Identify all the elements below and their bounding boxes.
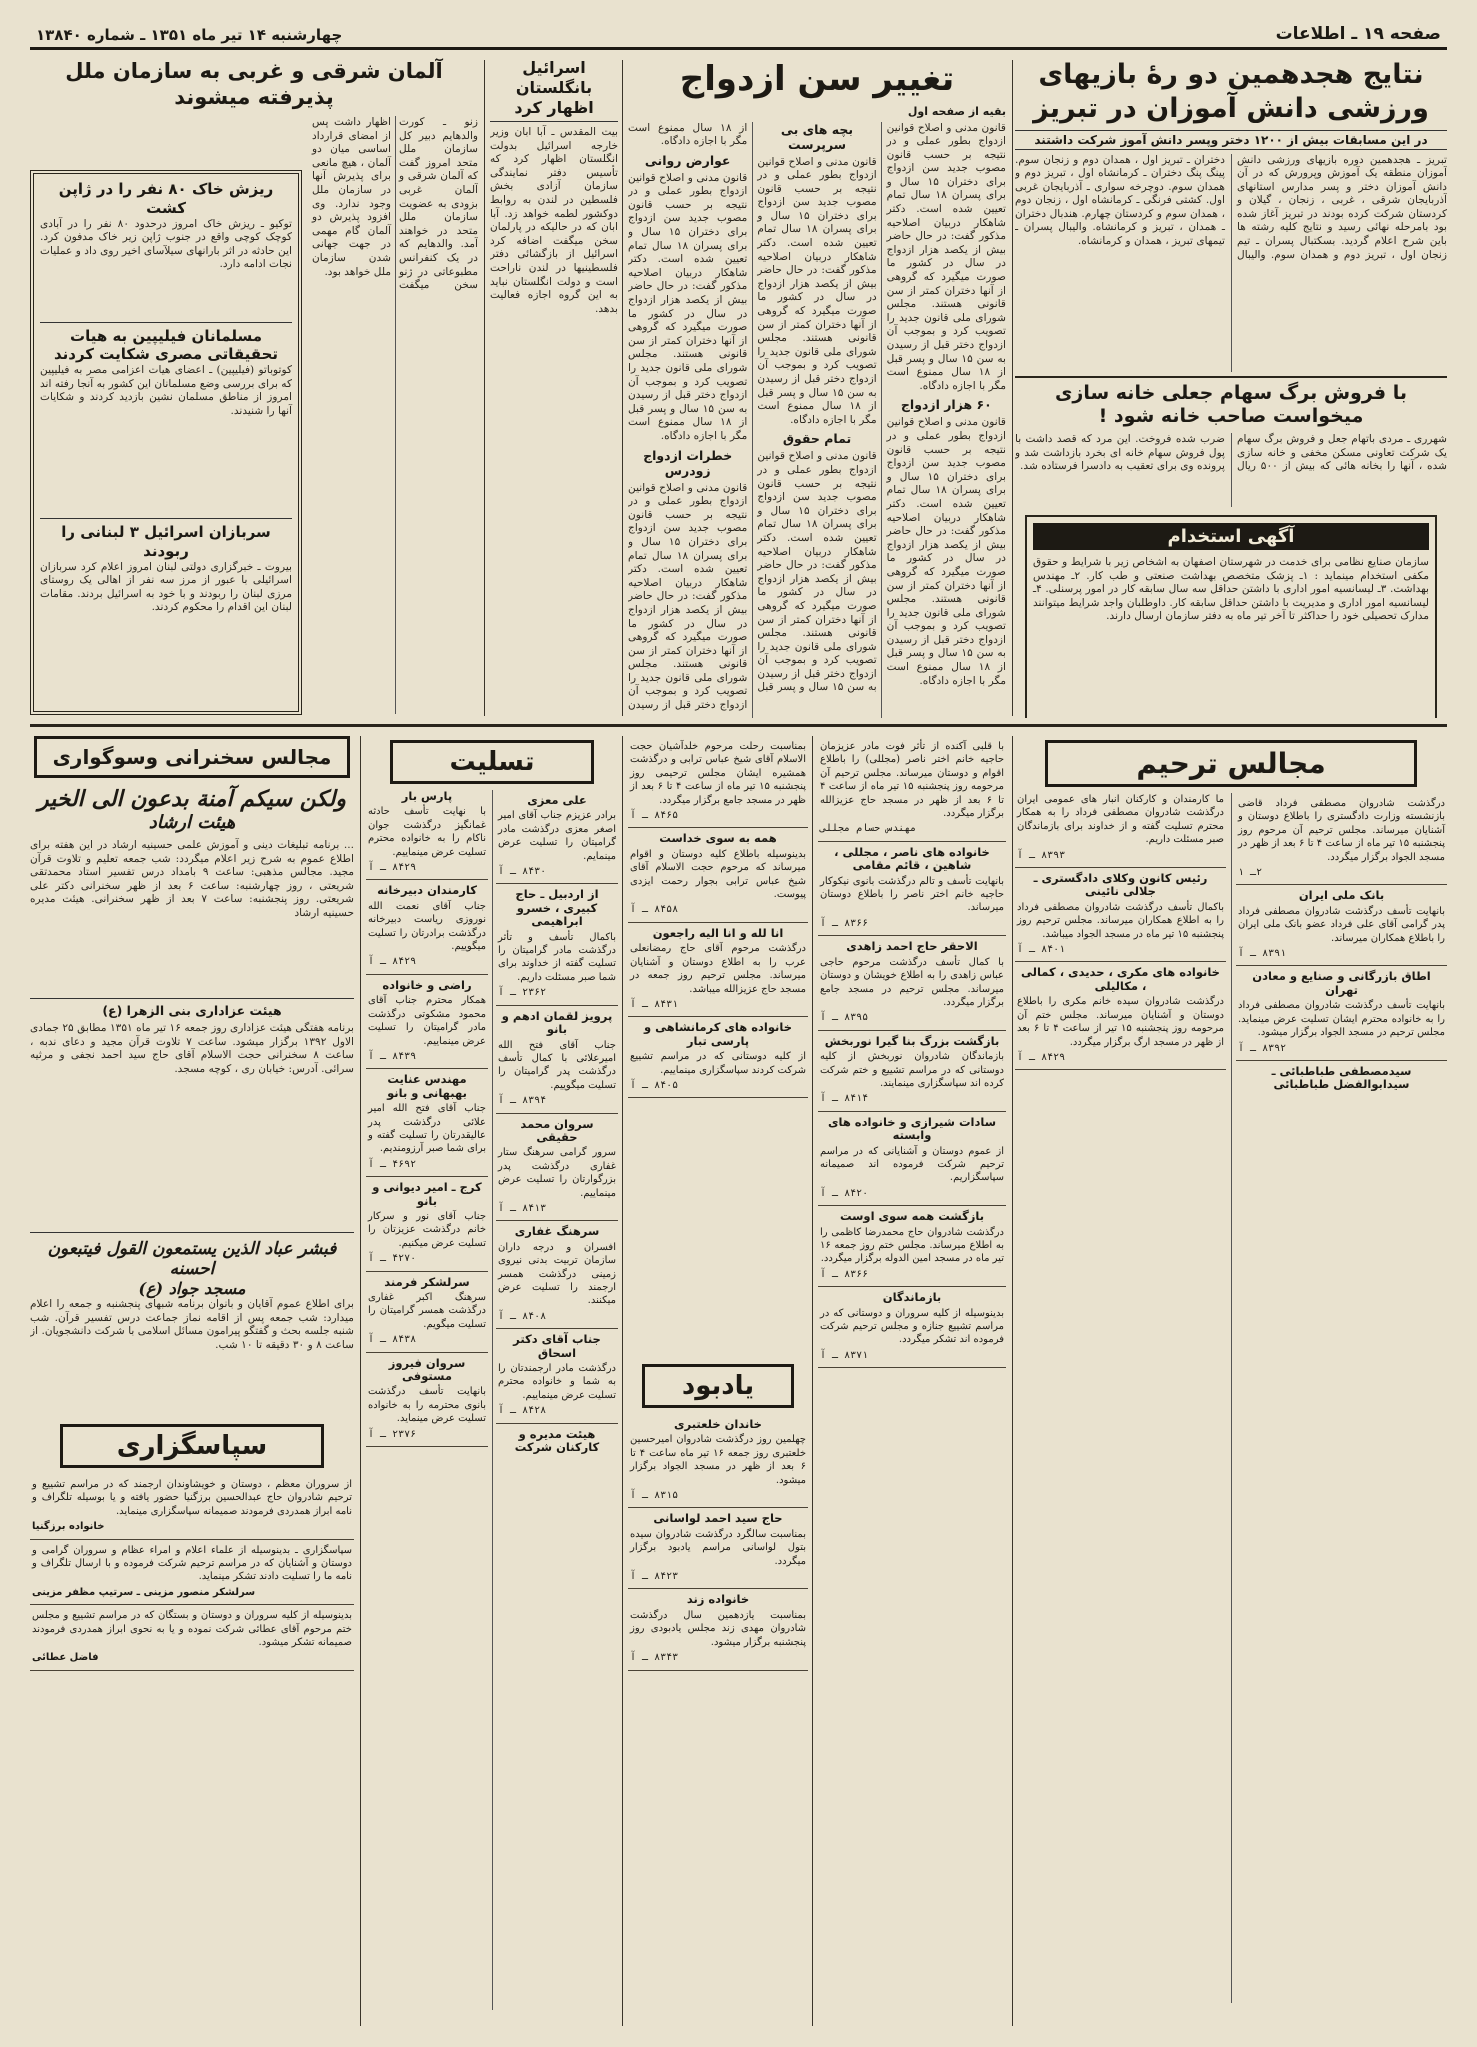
tasliat-notice	[496, 1329, 618, 1423]
yadbood-notice-body: بمناسبت سالگرد درگذشت شادروان سیده بتول لواسانی مراسم یادبود برگزار میگردد.	[630, 1528, 806, 1567]
mid-notice-code: ۸۳۷۱ ـ آ	[820, 1349, 869, 1361]
calligraphy-masjid-javad: مسجد جواد (ع)	[138, 1279, 246, 1298]
mid-notice-body: درگذشت شادروان حاج محمدرضا کاظمی را به اطلاع میرساند. مجلس ختم روز جمعه ۱۶ تیر ماه در مسجد امین الدوله برگزار میگردد.	[820, 1226, 1004, 1265]
mid-notice	[818, 1031, 1006, 1112]
calligraphy-irshad: هیئت ارشاد	[148, 812, 236, 833]
subhead-orphan-children: بچه های بی سرپرست	[780, 121, 854, 152]
employment-ad-title: آگهی استخدام	[1033, 523, 1429, 550]
body-marriage-age-2: قانون مدنی و اصلاح قوانین ازدواج بطور عملی و در نتیجه بر حسب قانون مصوب جدید سن ازدواج برای دختران ۱۵ سال و برای پسران ۱۸ سال تمام تعیین شده است. دکتر شاهکار دربیان اصلاحیه مذکور گفت: در حال حاضر بیش از یکصد هزار ازدواج در سال در کشور ما صورت میگیرد که گروهی از آنها دختران کمتر از سن قانونی هستند. مجلس شورای ملی قانون جدید را تصویب کرد و بموجب آن ازدواج دختر قبل از رسیدن به سن ۱۵ سال و پسر قبل از ۱۸ سال ممنوع است مگر با اجازه دادگاه.	[886, 416, 1006, 687]
notices-tarhim	[1015, 736, 1447, 2026]
tasliat-notice-title: سروان فیروز مستوفی	[388, 1355, 466, 1384]
tarhim-notice-title: بانک ملی ایران	[1298, 888, 1385, 903]
tarhim-notice-body: ما کارمندان و کارکنان انبار های عمومی ایران درگذشت شادروان مصطفی فرداد را به همکار محترم تسلیت گفته و از خداوند برای بازماندگان صبر مسئلت داریم.	[1017, 794, 1224, 846]
mid2-notice-body: بمناسبت رحلت مرحوم خلدآشیان حجت الاسلام آقای شیخ عباس ترابی و درگذشت همشیره ایشان مجلس ترحیمی روز پنجشنبه ۱۵ تیر ماه از ساعت ۴ تا ۶ بعد از ظهر در مسجد جامع برگزار میگردد.	[630, 741, 806, 806]
mid-notice-list	[818, 736, 1006, 2024]
tarhim-notice-body: بانهایت تأسف درگذشت شادروان مصطفی فرداد پدر گرامی آقای علی فرداد عضو بانک ملی ایران را باطلاع همکاران میرساند.	[1238, 905, 1445, 944]
lectures-title: مجالس سخنرانی وسوگواری	[34, 736, 350, 778]
mid2-notice	[628, 1017, 808, 1098]
tasliat-notice-code: ۸۴۱۳ ـ آ	[498, 1202, 547, 1214]
mid-notice-code: مهندس حسام مجللی	[820, 823, 917, 835]
mid2-notice-code: ۸۴۵۸ ـ آ	[630, 904, 679, 916]
masthead	[30, 22, 1447, 50]
mid-notice	[818, 936, 1006, 1030]
mid2-notice-title: انا لله و انا الیه راجعون	[652, 925, 784, 940]
tasliat-notice	[496, 884, 618, 1005]
mid-notice	[818, 842, 1006, 936]
mid-notice-code: ۸۴۲۰ ـ آ	[820, 1187, 869, 1199]
tarhim-notice-body: باکمال تأسف درگذشت شادروان مصطفی فرداد را به اطلاع همکاران میرساند. مجلس ترحیم روز پنجشنبه ۱۵ تیر ماه در مسجد الجواد میباشد.	[1017, 901, 1224, 940]
body-marriage-age-5: قانون مدنی و اصلاح قوانین ازدواج بطور عملی و در نتیجه بر حسب قانون مصوب جدید سن ازدواج برای دختران ۱۵ سال و برای پسران ۱۸ سال تمام تعیین شده است. دکتر شاهکار دربیان اصلاحیه مذکور گفت: در حال حاضر بیش از یکصد هزار ازدواج در سال در کشور ما صورت میگیرد که گروهی از آنها دختران کمتر از سن قانونی هستند. مجلس شورای ملی قانون جدید را تصویب کرد و بموجب آن ازدواج دختر قبل از رسیدن به سن ۱۵ سال و پسر قبل از ۱۸ سال ممنوع است مگر با اجازه دادگاه.	[628, 171, 748, 442]
thanks-title: سپاسگزاری	[60, 1424, 324, 1468]
yadbood-notice-title: حاج سید احمد لواسانی	[653, 1511, 783, 1526]
tasliat-notice	[366, 975, 488, 1069]
mid-notice-code: ۸۴۱۴ ـ آ	[820, 1093, 869, 1105]
body-student-games: تبریز ـ هجدهمین دوره بازیهای ورزشی دانش آموزان منطقه یک آموزش وپرورش که در آن دانش آموزان دختر و پسر مدارس استانهای آذربایجان شرقی ، غربی ، زنجان ، گیلان و کردستان شرکت کرده بودند در تبریز آغاز شده بود بامرحله نهائی رسید و نتایج کلیه رشته ها باین شرح اعلام گردید. بسکتبال پسران ـ تیم زنجان اول ، تبریز دوم و همدان سوم. والیبال دختران ـ تبریز اول ، همدان دوم و زنجان سوم. پینگ پنگ دختران ـ کرمانشاه اول ، تبریز دوم و همدان سوم. دوچرخه سواری ـ آذربایجان غربی اول. کشتی فرنگی ـ کرمانشاه اول ، زنجان دوم ، همدان سوم و کردستان چهارم. هندبال دختران ـ همدان ، تبریز و کرمانشاه. والیبال پسران ـ تیمهای تبریز ، همدان و کرمانشاه.	[1015, 153, 1447, 261]
article-fake-shares	[1015, 376, 1447, 508]
tasliat-notice	[496, 1221, 618, 1329]
mid-notice	[818, 1206, 1006, 1287]
tarhim-notice-title: رئیس کانون وکلای دادگستری ـ جلالی نائینی	[1033, 871, 1208, 899]
subhead-early-marriage-dangers: خطرات ازدواج زودرس	[643, 447, 733, 478]
tasliat-notice-title: مهندس عنایت بهبهانی و بانو	[387, 1072, 467, 1100]
tarhim-notice	[1236, 793, 1447, 885]
tasliat-notice	[366, 1069, 488, 1177]
employment-ad	[1025, 515, 1437, 718]
mid-notice	[818, 1112, 1006, 1206]
sepas-notice-signature: فاضل عطائی	[32, 1652, 99, 1664]
mid-notice-title: خانواده های ناصر ، مجللی ، شاهین ، قائم مقامی	[834, 844, 990, 873]
sepas-notice-signature: خانواده برزگنیا	[32, 1521, 105, 1533]
column-rule	[622, 736, 623, 2026]
thanks-list	[30, 1474, 354, 1844]
tasliat-notice-code: ۸۴۲۸ ـ آ	[498, 1405, 547, 1417]
masjid-javad-program: برای اطلاع عموم آقایان و بانوان برنامه شبهای پنجشنبه و جمعه را اعلام میدارد: شب جمعه پس از اقامه نماز جماعت درس تفسیر قرآن. شب شنبه جلسه بحث و گفتگو پیرامون مسائل اسلامی با شرکت دانشجویان. از ساعت ۸ و ۳۰ دقیقه تا ۱۰ شب.	[30, 1298, 354, 1351]
mid-notice-title: الاحقر حاج احمد زاهدی	[846, 939, 978, 954]
tasliat-list	[366, 790, 618, 2010]
headline-lebanese-kidnapped: سربازان اسرائیل ۳ لبنانی را ربودند	[40, 518, 292, 561]
column-rule	[360, 736, 361, 2026]
article-israel-britain	[490, 58, 618, 718]
tasliat-notice-code: ۸۳۹۴ ـ آ	[498, 1095, 547, 1107]
irshad-program: ... برنامه تبلیغات دینی و آموزش علمی حسینیه ارشاد در این هفته برای اطلاع عموم به شرح زیر اعلام میگردد: شب جمعه تعلیم و تلاوت قرآن مجید. مجالس مذهبی: ساعت ۹ بامداد درس تفسیر استاد محمدتقی شریعتی ، روز چهارشنبه: ساعت ۶ بعد از ظهر سخنرانی دکتر علی شریعتی. روز پنجشنبه: ساعت ۷ بعد از ظهر سخنرانی. هیئت مدیره حسینیه ارشاد	[30, 839, 354, 919]
subhead-full-rights: تمام حقوق	[782, 431, 852, 447]
tarhim-notice-code: ۸۳۹۳ ـ آ	[1017, 849, 1066, 861]
mid2-notice-code: ۸۴۳۱ ـ آ	[630, 998, 679, 1010]
mid-notice-body: بانهایت تأسف و تالم درگذشت بانوی نیکوکار حاجیه خانم اختر ناصر را باطلاع دوستان میرساند.	[820, 875, 1004, 914]
mid2-notice-body: از کلیه دوستانی که در مراسم تشییع شرکت کردند سپاسگزاری مینماییم.	[630, 1051, 806, 1076]
mid-notice	[818, 736, 1006, 842]
tasliat-notice-body: افسران و درجه داران سازمان تربیت بدنی نیروی زمینی درگذشت همسر ارجمند را تسلیت عرض میکنند.	[498, 1241, 616, 1307]
yadbood-notice	[628, 1589, 808, 1670]
tasliat-notice-body: جناب آقای فتح الله امیرعلائی با کمال تأسف درگذشت پدر گرامیتان را تسلیت میگوییم.	[498, 1039, 616, 1091]
tasliat-notice-body: جناب آقای فتح الله امیر علائی درگذشت پدر عالیقدرتان را تسلیت گفته و برای شما صبر آرزومندیم.	[368, 1103, 486, 1155]
tasliat-notice-title: راضی و خانواده	[382, 977, 472, 992]
tasliat-notice-title: کرج ـ امیر دیوانی و بانو	[372, 1180, 482, 1208]
mid2-notice-title: همه به سوی خداست	[659, 831, 777, 846]
employment-ad-body: سازمان صنایع نظامی برای خدمت در شهرستان اصفهان به اشخاص زیر با شرایط و حقوق مکفی استخدام مینماید : ۱ـ پزشک متخصص بهداشت صنعتی و طب کار. ۲ـ مهندس بهداشت. ۳ـ لیسانسیه امور اداری با داشتن حداقل سه سال سابقه کار در امور پرسنلی. ۴ـ لیسانسیه امور اداری و مدیریت با داشتن حداقل سابقه کار. داوطلبان واجد شرایط میتوانند مدارک تحصیلی خود را حداکثر تا آخر تیر ماه به دفتر سازمان ارسال دارند.	[1033, 556, 1430, 623]
headline-japan-landslide: ریزش خاک ۸۰ نفر را در ژاپن کشت	[58, 180, 274, 217]
yadbood-notice-code: ۸۴۲۳ ـ آ	[630, 1571, 679, 1583]
tarhim-notice-code: ۸۳۹۱ ـ آ	[1238, 948, 1287, 960]
tasliat-title: تسلیت	[390, 740, 594, 784]
calligraphy-verse-1: ولکن سیکم آمنة بدعون الی الخیر	[38, 786, 346, 812]
tasliat-notice	[366, 1353, 488, 1447]
tarhim-notice-title: خانواده های مکری ، حدیدی ، کمالی ، مکالیلی	[1021, 965, 1220, 993]
body-marriage-age: قانون مدنی و اصلاح قوانین ازدواج بطور عملی و در نتیجه بر حسب قانون مصوب جدید سن ازدواج برای دختران ۱۵ سال و برای پسران ۱۸ سال تمام تعیین شده است. دکتر شاهکار دربیان اصلاحیه مذکور گفت: در حال حاضر بیش از یکصد هزار ازدواج در سال در کشور ما صورت میگیرد که گروهی از آنها دختران کمتر از سن قانونی هستند. مجلس شورای ملی قانون جدید را تصویب کرد و بموجب آن ازدواج دختر قبل از رسیدن به سن ۱۵ سال و پسر قبل از ۱۸ سال ممنوع است مگر با اجازه دادگاه.	[886, 121, 1006, 392]
yadbood-notice	[628, 1414, 808, 1508]
mid-notice-title: بازگشت بزرگ بنا گیرا نوربخش	[824, 1033, 1000, 1048]
column-rule	[812, 736, 813, 2026]
yadbood-notice-body: چهلمین روز درگذشت شادروان امیرحسین خلعتبری روز جمعه ۱۶ تیر ماه ساعت ۴ تا ۶ بعد از ظهر در مسجد الجواد برگزار میشود.	[630, 1434, 806, 1486]
body-fake-shares: شهرری ـ مردی باتهام جعل و فروش برگ سهام یک شرکت تعاونی مسکن مخفی و خانه سازی شده ، آنها را بخانه هائی که بیش از ۵۰۰ ریال ضرب شده فروخت. این مرد که قصد داشت با پول فروش سهام خانه ای بخرد بازداشت شد و پرونده وی برای تعقیب به دادسرا فرستاده شد.	[1015, 433, 1447, 473]
notices-tasliat	[366, 736, 618, 2026]
mid2-notice-code: ۸۴۰۵ ـ آ	[630, 1079, 679, 1091]
yadbood-notice-code: ۸۳۴۳ ـ آ	[630, 1652, 679, 1664]
mid2-notice-title: خانواده های کرمانشاهی و پارسی تبار	[644, 1020, 792, 1048]
mid-notice-code: ۸۳۶۶ ـ آ	[820, 917, 869, 929]
subhead-psych-effects: عوارض روانی	[644, 152, 731, 168]
mid-notice	[818, 1287, 1006, 1368]
boxed-news	[30, 170, 302, 715]
body-philippines-muslims: کوتوباتو (فیلیپین) ـ اعضای هیات اعزامی مصر به فیلیپین که برای بررسی وضع مسلمانان این کشور به آنجا رفته اند امروز از مناطق مسلمان نشین بازدید کردند و شکایات آنها را شنیدند.	[40, 364, 292, 417]
tasliat-notice	[366, 1272, 488, 1353]
tasliat-notice-code: ۸۴۳۹ ـ آ	[368, 1050, 417, 1062]
mid2-notice-body: درگذشت مرحوم آقای حاج رمضانعلی عرب را به اطلاع دوستان و آشنایان میرساند. مجلس ترحیم روز جمعه در مسجد حاج عزیزالله میباشد.	[630, 943, 806, 995]
body-japan-landslide: توکیو ـ ریزش خاک امروز درحدود ۸۰ نفر را در آبادی کوچک کوچی واقع در جنوب ژاپن زیر خاک مدفون کرد. این حادثه در اثر بارانهای سیلآسای اخیر روی داد و عملیات نجات ادامه دارد.	[40, 217, 292, 271]
tasliat-notice-title: سرلشکر فرمند	[384, 1274, 470, 1289]
left-news-area	[30, 58, 478, 718]
sepas-notice-signature: سرلشکر منصور مزینی ـ سرتیپ مظفر مزینی	[32, 1586, 256, 1598]
column-rule	[622, 60, 623, 716]
page-number: صفحه ۱۹ ـ اطلاعات	[1275, 24, 1441, 44]
tasliat-notice-code: ۲۳۶۲ ـ آ	[498, 987, 547, 999]
yadbood-notice-title: خاندان خلعتبری	[674, 1417, 762, 1431]
column-rule	[1012, 60, 1013, 716]
headline-israel-britain: اسرائیل بانگلستان اظهار کرد	[490, 58, 618, 122]
bani-zahra-program: برنامه هفتگی هیئت عزاداری روز جمعه ۱۶ تیر ماه ۱۳۵۱ مطابق ۲۵ جمادی الاول ۱۳۹۲ برگزار میشود. ساعت ۷ تلاوت قرآن مجید و دعای ندبه ، ساعت ۸ سخنرانی حجت الاسلام آقای حاج سید احمد نجفی و مرثیه سرائی. آدرس: خیابان ری ، کوچه مسجد.	[30, 1022, 354, 1075]
sepas-notice-body: سپاسگزاری ـ بدینوسیله از علماء اعلام و امراء عظام و سروران گرامی و دوستان و آشنایان که در مراسم ترحیم شرکت فرموده و با ارسال تلگراف و نامه ما را تسلیت دادند تشکر مینماید.	[32, 1544, 352, 1583]
mid2-notice-code: ۸۴۶۵ ـ آ	[630, 810, 679, 822]
tasliat-notice-code: ۸۴۳۸ ـ آ	[368, 1334, 417, 1346]
tasliat-notice-code: ۴۲۷۰ ـ آ	[368, 1253, 417, 1265]
mid-notice-body: بدینوسیله از کلیه سروران و دوستانی که در مراسم تشییع جنازه و مجلس ترحیم شرکت فرموده اند تشکر میگردد.	[820, 1307, 1004, 1346]
yadbood-title: یادبود	[642, 1364, 794, 1408]
tasliat-notice-body: همکار محترم جناب آقای محمود مشکوتی درگذشت مادر گرامیتان را تسلیت عرض مینماییم.	[368, 995, 486, 1047]
tasliat-notice-code: ۸۴۳۰ ـ آ	[498, 866, 547, 878]
tarhim-notice-code: ۸۴۲۹ ـ آ	[1017, 1051, 1066, 1063]
tarhim-notice	[1015, 868, 1226, 962]
tarhim-title: مجالس ترحیم	[1045, 740, 1417, 787]
tarhim-notice-title: اطاق بازرگانی و صنایع و معادن تهران	[1252, 969, 1431, 997]
mid2-notice	[628, 736, 808, 828]
tarhim-notice-body: درگذشت شادروان سیده خانم مکری را باطلاع دوستان و آشنایان میرساند. مجلس ختم آن مرحومه روز پنجشنبه ۱۵ تیر از ساعت ۴ تا ۶ بعد از ظهر در مسجد ارگ برگزار میگردد.	[1017, 996, 1224, 1048]
notices-mid-b	[628, 736, 808, 2026]
yadbood-notice-code: ۸۳۱۵ ـ آ	[630, 1490, 679, 1502]
issue-date: چهارشنبه ۱۴ تیر ماه ۱۳۵۱ ـ شماره ۱۳۸۴۰	[36, 26, 343, 44]
tasliat-notice-code: ۸۴۲۹ ـ آ	[368, 956, 417, 968]
tasliat-notice-title: سرهنگ غفاری	[514, 1224, 600, 1239]
body-columns-marriage-age	[628, 122, 1006, 719]
tasliat-notice-title: از اردبیل ـ حاج کبیری ، خسرو ابراهیمی	[515, 887, 599, 929]
tasliat-notice-code: ۸۴۲۹ ـ آ	[368, 862, 417, 874]
mid-notice-code: ۸۳۹۵ ـ آ	[820, 1012, 869, 1024]
mid2-notice-body: بدینوسیله باطلاع کلیه دوستان و اقوام میرساند که مرحوم حجت الاسلام آقای شیخ عباس ترابی بجوار رحمت ایزدی پیوست.	[630, 848, 806, 901]
mid-notice-code: ۸۳۶۶ ـ آ	[820, 1268, 869, 1280]
tasliat-notice	[496, 1114, 618, 1222]
mid-notice-body: بازماندگان شادروان نوربخش از کلیه دوستانی که در مراسم تشییع و ختم شرکت کرده اند سپاسگزاری مینمایند.	[820, 1051, 1004, 1089]
calligraphy-verse-2: فبشر عباد الذین یستمعون القول فیتبعون احسنه	[30, 1232, 354, 1279]
tasliat-notice-body: سرهنگ اکبر غفاری درگذشت همسر گرامیتان را تسلیت میگویم.	[368, 1292, 486, 1330]
headline-student-games: نتایج هجدهمین دو رهٔ بازیهای ورزشی دانش آموزان در تبریز	[1033, 59, 1429, 124]
body-israel-britain: بیت المقدس ـ آبا ابان وزیر خارجه اسرائیل بدولت انگلستان اظهار کرد که تأسیس دفتر نمایندگی سازمان آزادی بخش فلسطین در لندن به روابط دوکشور لطمه خواهد زد. آبا ابان که در حالیکه در پارلمان سخن میگفت اضافه کرد اسرائیل از بازگشائی دفتر فلسطینیها در لندن ناراحت است و دولت انگلستان نباید به این گروه اجازه فعالیت بدهد.	[490, 126, 618, 315]
tarhim-notice-code: ۸۴۰۱ ـ آ	[1017, 944, 1066, 956]
tasliat-notice-body: باکمال تأسف و تأثر درگذشت مادر گرامیتان را تسلیت گفته از خداوند برای شما صبر مسئلت داریم.	[498, 931, 616, 983]
mid-notice-body: با کمال تأسف درگذشت مرحوم حاجی عباس زاهدی را به اطلاع خویشان و دوستان میرساند. مجلس ترحیم در مسجد جامع برگزار میگردد.	[820, 956, 1004, 1008]
notices-mid-a	[818, 736, 1006, 2026]
article-student-games	[1015, 58, 1447, 718]
bani-zahra-title: هیئت عزاداری بنی الزهرا (ع)	[30, 998, 354, 1018]
tasliat-notice-code: ۴۶۹۲ ـ آ	[368, 1158, 417, 1170]
yadbood-notice	[628, 1508, 808, 1589]
tasliat-notice	[496, 1006, 618, 1114]
mid2-notice-list	[628, 736, 808, 1356]
mid2-notice	[628, 828, 808, 922]
mid-notice-title: سادات شیرازی و خانواده های وابسته	[827, 1114, 997, 1143]
tasliat-notice	[496, 790, 618, 884]
tasliat-notice-body: با نهایت تأسف حادثه غمانگیز درگذشت جوان ناکام را به خانواده محترم تسلیت عرض مینماییم.	[368, 806, 486, 858]
tasliat-notice-body: سرور گرامی سرهنگ ستار غفاری درگذشت پدر بزرگوارتان را تسلیت عرض مینماییم.	[498, 1147, 616, 1199]
subhead-student-games: در این مسابقات بیش از ۱۲۰۰ دختر وپسر دانش آموز شرکت داشتند	[1015, 130, 1447, 150]
mid-notice-body: از عموم دوستان و آشنایانی که در مراسم ترحیم شرکت فرموده اند صمیمانه سپاسگزاریم.	[820, 1145, 1004, 1184]
headline-philippines-muslims: مسلمانان فیلیپین به هیات تحقیقاتی مصری شکایت کردند	[40, 322, 292, 365]
tasliat-notice-title: جناب آقای دکتر اسحاق	[513, 1332, 601, 1360]
tasliat-notice-body: بانهایت تأسف درگذشت بانوی محترمه را به خانواده تسلیت عرض مینماید.	[368, 1386, 486, 1425]
kicker-marriage-age: بقیه از صفحه اول	[907, 104, 1006, 118]
tasliat-notice-body: درگذشت مادر ارجمندتان را به شما و خانواده محترم تسلیت عرض مینماییم.	[498, 1363, 616, 1401]
tasliat-notice	[366, 1177, 488, 1271]
subhead-sixty-thousand: ۶۰ هزار ازدواج	[900, 397, 992, 413]
tarhim-notice	[1236, 885, 1447, 966]
tasliat-notice	[366, 880, 488, 974]
headline-fake-shares: با فروش برگ سهام جعلی خانه سازی میخواست صاحب خانه شود !	[1055, 381, 1407, 428]
sepas-notice	[30, 1540, 354, 1606]
tasliat-notice-title: هیئت مدیره و کارکنان شرکت پارس بار	[401, 789, 600, 1455]
tarhim-notice-title: سیدمصطفی طباطبائی ـ سیدابوالفضل طباطبائی	[1271, 1063, 1412, 1092]
tasliat-notice-body: جناب آقای نور و سرکار خانم درگذشت عزیزتان را تسلیت عرض میکنیم.	[368, 1210, 486, 1249]
sepas-notice-body: از سروران معظم ، دوستان و خویشاوندان ارجمند که در مراسم تشییع و ترحیم شادروان حاج عبدالحسین برزگنیا حضور یافته و یا بوسیله تلگراف و نامه ابراز همدردی فرمودند صمیمانه سپاسگزاری مینماید.	[32, 1479, 352, 1517]
notices-lectures	[30, 736, 354, 2026]
sepas-notice-body: بدینوسیله از کلیه سروران و دوستان و بستگان که در مراسم تشییع و مجلس ختم مرحوم آقای عطائی شرکت نموده و یا به نحوی ابراز همدردی فرمودند صمیمانه تشکر میشود.	[32, 1610, 352, 1649]
body-germany-un: زنو ـ کورت والدهایم دبیر کل سازمان ملل متحد امروز گفت که آلمان شرقی و آلمان غربی بزودی به عضویت سازمان ملل متحد در خواهند آمد. والدهایم که در یک کنفرانس مطبوعاتی در ژنو سخن میگفت اظهار داشت پس از امضای قرارداد اساسی میان دو آلمان ، هیچ مانعی برای پذیرش آنها در سازمان ملل وجود ندارد. وی افزود پذیرش دو آلمان گام مهمی در جهت جهانی شدن سازمان ملل خواهد بود.	[312, 116, 478, 292]
body-lebanese-kidnapped: بیروت ـ خبرگزاری دولتی لبنان امروز اعلام کرد سربازان اسرائیلی با عبور از مرز سه نفر از اهالی یک روستای مرزی لبنان را ربودند و با خود به اسرائیل بردند. مقامات لبنان این اقدام را محکوم کردند.	[40, 560, 292, 614]
tarhim-notice-body: بانهایت تأسف درگذشت شادروان مصطفی فرداد را به خانواده محترم ایشان تسلیت عرض مینماید. مجلس ترحیم در مسجد الجواد برگزار میشود.	[1238, 1000, 1445, 1039]
mid-notice-title: بازگشت همه سوی اوست	[839, 1209, 985, 1224]
body-marriage-age-4: قانون مدنی و اصلاح قوانین ازدواج بطور عملی و در نتیجه بر حسب قانون مصوب جدید سن ازدواج برای دختران ۱۵ سال و برای پسران ۱۸ سال تمام تعیین شده است. دکتر شاهکار دربیان اصلاحیه مذکور گفت: در حال حاضر بیش از یکصد هزار ازدواج در سال در کشور ما صورت میگیرد که گروهی از آنها دختران کمتر از سن قانونی هستند. مجلس شورای ملی قانون جدید را تصویب کرد و بموجب آن ازدواج دختر قبل از رسیدن به سن ۱۵ سال و پسر قبل از ۱۸ سال ممنوع است مگر با اجازه دادگاه.	[628, 121, 877, 694]
tarhim-notice-code: ۸۳۹۲ ـ آ	[1238, 1042, 1287, 1054]
yadbood-notice-title: خانواده زند	[686, 1592, 750, 1607]
tasliat-notice-body: برادر عزیزم جناب آقای امیر اصغر معزی درگذشت مادر گرامیتان را تسلیت عرض مینمایم.	[498, 810, 616, 862]
tasliat-notice-title: سروان محمد حقیقی	[520, 1116, 594, 1144]
tarhim-notice-body: درگذشت شادروان مصطفی فرداد قاضی بازنشسته وزارت دادگستری را باطلاع دوستان و آشنایان میرساند. مجلس ترحیم آن مرحوم روز پنجشنبه ۱۵ تیر ماه از ساعت ۴ تا ۶ بعد از ظهر در مسجد الجواد برگزار میگردد.	[1238, 798, 1445, 863]
column-rule	[484, 60, 485, 716]
mid2-notice	[628, 923, 808, 1017]
tarhim-notice	[1236, 966, 1447, 1060]
yadbood-list	[628, 1414, 808, 1974]
headline-marriage-age: تغییر سن ازدواج	[679, 59, 955, 99]
tasliat-notice-code: ۸۴۰۸ ـ آ	[498, 1310, 547, 1322]
tarhim-notice	[1015, 962, 1226, 1070]
tarhim-list	[1015, 793, 1447, 2003]
headline-germany-un: آلمان شرقی و غربی به سازمان ملل پذیرفته میشوند	[65, 59, 443, 110]
body-marriage-age-3: قانون مدنی و اصلاح قوانین ازدواج بطور عملی و در نتیجه بر حسب قانون مصوب جدید سن ازدواج برای دختران ۱۵ سال و برای پسران ۱۸ سال تمام تعیین شده است. دکتر شاهکار دربیان اصلاحیه مذکور گفت: در حال حاضر بیش از یکصد هزار ازدواج در سال در کشور ما صورت میگیرد که گروهی از آنها دختران کمتر از سن قانونی هستند. مجلس شورای ملی قانون جدید را تصویب کرد و بموجب آن ازدواج دختر قبل از رسیدن به سن ۱۵ سال و پسر قبل از ۱۸ سال ممنوع است مگر با اجازه دادگاه.	[757, 155, 877, 426]
body-marriage-age-6: قانون مدنی و اصلاح قوانین ازدواج بطور عملی و در نتیجه بر حسب قانون مصوب جدید سن ازدواج برای دختران ۱۵ سال و برای پسران ۱۸ سال تمام تعیین شده است. دکتر شاهکار دربیان اصلاحیه مذکور گفت: در حال حاضر بیش از یکصد هزار ازدواج در سال در کشور ما صورت میگیرد که گروهی از آنها دختران کمتر از سن قانونی هستند. مجلس شورای ملی قانون جدید را تصویب کرد و بموجب آن ازدواج دختر قبل از رسیدن	[628, 481, 748, 712]
mid-notice-title: بازماندگان	[882, 1290, 942, 1305]
article-marriage-age	[628, 58, 1006, 718]
tarhim-notice-code: ۲ـ ۱	[1238, 867, 1263, 879]
tasliat-notice-title: کارمندان دبیرخانه	[377, 883, 477, 898]
tasliat-notice-body: جناب آقای نعمت الله نوروزی ریاست دبیرخانه درگذشت برادرتان را تسلیت میگوییم.	[368, 900, 486, 953]
mid-notice-body: با قلبی آکنده از تأثر فوت مادر عزیزمان حاجیه خانم اختر ناصر (مجللی) را باطلاع اقوام و دوستان میرساند. مجلس ترحیم آن مرحومه روز پنجشنبه ۱۵ تیر ماه از ساعت ۴ تا ۶ بعد از ظهر در مسجد حاج عزیزالله برگزار میگردد.	[820, 741, 1005, 820]
tasliat-notice-code: ۲۳۷۶ ـ آ	[368, 1428, 417, 1440]
sepas-notice	[30, 1474, 354, 1540]
sepas-notice	[30, 1605, 354, 1671]
tasliat-notice-title: پرویز لقمان ادهم و بانو	[501, 1008, 613, 1037]
section-divider	[30, 724, 1447, 727]
yadbood-notice-body: بمناسبت یازدهمین سال درگذشت شادروان مهدی زند مجلس یادبودی روز پنجشنبه برگزار میشود.	[630, 1609, 806, 1648]
tasliat-notice-title: علی معزی	[527, 793, 587, 807]
column-rule	[1012, 736, 1013, 2026]
